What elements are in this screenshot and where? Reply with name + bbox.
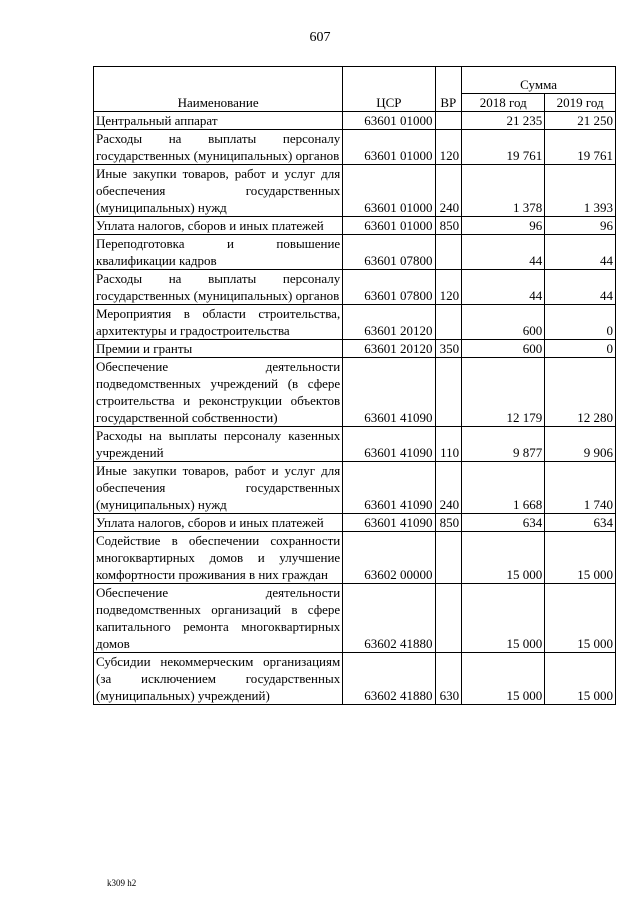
- row-csr-cell: 63601 41090: [343, 358, 435, 427]
- row-csr-cell: 63601 20120: [343, 305, 435, 340]
- row-name-cell: Расходы на выплаты персоналу государственных (муниципальных) органов: [94, 130, 343, 165]
- table-row: [94, 217, 616, 235]
- table-row: [94, 514, 616, 532]
- row-2018-cell: 600: [462, 305, 545, 340]
- row-2019-cell: 12 280: [545, 358, 616, 427]
- row-name-cell: Субсидии некоммерческим организациям (за исключением государственных (муниципальных) учреждений): [94, 653, 343, 705]
- row-csr-cell: 63601 01000: [343, 130, 435, 165]
- row-2018-cell: 15 000: [462, 532, 545, 584]
- row-2018-cell: 15 000: [462, 584, 545, 653]
- row-name-cell: Переподготовка и повышение квалификации кадров: [94, 235, 343, 270]
- header-year-2019: 2019 год: [545, 94, 616, 112]
- row-2018-cell: 19 761: [462, 130, 545, 165]
- row-2019-cell: 1 393: [545, 165, 616, 217]
- footer-code: k309 h2: [107, 878, 137, 888]
- table-row: [94, 427, 616, 462]
- row-vr-cell: 850: [435, 514, 462, 532]
- row-csr-cell: 63602 41880: [343, 584, 435, 653]
- row-2018-cell: 21 235: [462, 112, 545, 130]
- row-csr-cell: 63601 41090: [343, 462, 435, 514]
- row-vr-cell: [435, 358, 462, 427]
- row-name-cell: Иные закупки товаров, работ и услуг для обеспечения государственных (муниципальных) нужд: [94, 462, 343, 514]
- row-name-cell: Иные закупки товаров, работ и услуг для обеспечения государственных (муниципальных) нужд: [94, 165, 343, 217]
- table-row: [94, 584, 616, 653]
- page-number: 607: [309, 30, 331, 45]
- row-name-cell: Уплата налогов, сборов и иных платежей: [94, 514, 343, 532]
- row-2018-cell: 9 877: [462, 427, 545, 462]
- row-2019-cell: 15 000: [545, 532, 616, 584]
- row-vr-cell: 850: [435, 217, 462, 235]
- row-2019-cell: 21 250: [545, 112, 616, 130]
- row-vr-cell: 120: [435, 270, 462, 305]
- row-csr-cell: 63601 20120: [343, 340, 435, 358]
- row-name-cell: Премии и гранты: [94, 340, 343, 358]
- row-2019-cell: 0: [545, 340, 616, 358]
- row-2018-cell: 15 000: [462, 653, 545, 705]
- header-csr: ЦСР: [343, 67, 435, 112]
- row-vr-cell: 240: [435, 165, 462, 217]
- row-2019-cell: 19 761: [545, 130, 616, 165]
- row-csr-cell: 63601 01000: [343, 217, 435, 235]
- table-row: [94, 165, 616, 217]
- row-2019-cell: 15 000: [545, 584, 616, 653]
- row-csr-cell: 63601 01000: [343, 112, 435, 130]
- row-vr-cell: 630: [435, 653, 462, 705]
- row-name-cell: Обеспечение деятельности подведомственных учреждений (в сфере строительства и реконструкции объектов государственной собственности): [94, 358, 343, 427]
- row-name-cell: Содействие в обеспечении сохранности многоквартирных домов и улучшение комфортности проживания в них граждан: [94, 532, 343, 584]
- header-sum: Сумма: [462, 67, 616, 94]
- row-name-cell: Расходы на выплаты персоналу государственных (муниципальных) органов: [94, 270, 343, 305]
- table-row: [94, 358, 616, 427]
- table-row: [94, 653, 616, 705]
- row-vr-cell: [435, 305, 462, 340]
- row-vr-cell: 240: [435, 462, 462, 514]
- row-csr-cell: 63601 01000: [343, 165, 435, 217]
- row-csr-cell: 63601 41090: [343, 427, 435, 462]
- row-2019-cell: 9 906: [545, 427, 616, 462]
- row-2018-cell: 12 179: [462, 358, 545, 427]
- table-row: [94, 340, 616, 358]
- row-vr-cell: 120: [435, 130, 462, 165]
- row-vr-cell: 110: [435, 427, 462, 462]
- row-name-cell: Центральный аппарат: [94, 112, 343, 130]
- row-csr-cell: 63602 41880: [343, 653, 435, 705]
- row-2019-cell: 1 740: [545, 462, 616, 514]
- table-row: [94, 235, 616, 270]
- row-2018-cell: 600: [462, 340, 545, 358]
- header-vr: ВР: [435, 67, 462, 112]
- row-2018-cell: 1 378: [462, 165, 545, 217]
- row-vr-cell: [435, 235, 462, 270]
- row-name-cell: Обеспечение деятельности подведомственных организаций в сфере капитального ремонта многоквартирных домов: [94, 584, 343, 653]
- budget-table: [93, 66, 616, 705]
- row-2019-cell: 44: [545, 235, 616, 270]
- row-name-cell: Расходы на выплаты персоналу казенных учреждений: [94, 427, 343, 462]
- table-row: [94, 305, 616, 340]
- table-body: [94, 112, 616, 705]
- table-row: [94, 270, 616, 305]
- row-2018-cell: 44: [462, 270, 545, 305]
- row-csr-cell: 63601 07800: [343, 270, 435, 305]
- row-csr-cell: 63601 41090: [343, 514, 435, 532]
- row-csr-cell: 63601 07800: [343, 235, 435, 270]
- row-vr-cell: 350: [435, 340, 462, 358]
- row-2019-cell: 15 000: [545, 653, 616, 705]
- table-row: [94, 462, 616, 514]
- row-name-cell: Мероприятия в области строительства, архитектуры и градостроительства: [94, 305, 343, 340]
- row-2019-cell: 634: [545, 514, 616, 532]
- row-name-cell: Уплата налогов, сборов и иных платежей: [94, 217, 343, 235]
- row-vr-cell: [435, 584, 462, 653]
- header-name: Наименование: [94, 67, 343, 112]
- row-csr-cell: 63602 00000: [343, 532, 435, 584]
- row-2018-cell: 1 668: [462, 462, 545, 514]
- table-row: [94, 112, 616, 130]
- table-row: [94, 532, 616, 584]
- row-2018-cell: 634: [462, 514, 545, 532]
- row-2019-cell: 0: [545, 305, 616, 340]
- table-row: [94, 130, 616, 165]
- row-2019-cell: 96: [545, 217, 616, 235]
- row-2019-cell: 44: [545, 270, 616, 305]
- row-vr-cell: [435, 532, 462, 584]
- row-2018-cell: 96: [462, 217, 545, 235]
- row-2018-cell: 44: [462, 235, 545, 270]
- header-year-2018: 2018 год: [462, 94, 545, 112]
- row-vr-cell: [435, 112, 462, 130]
